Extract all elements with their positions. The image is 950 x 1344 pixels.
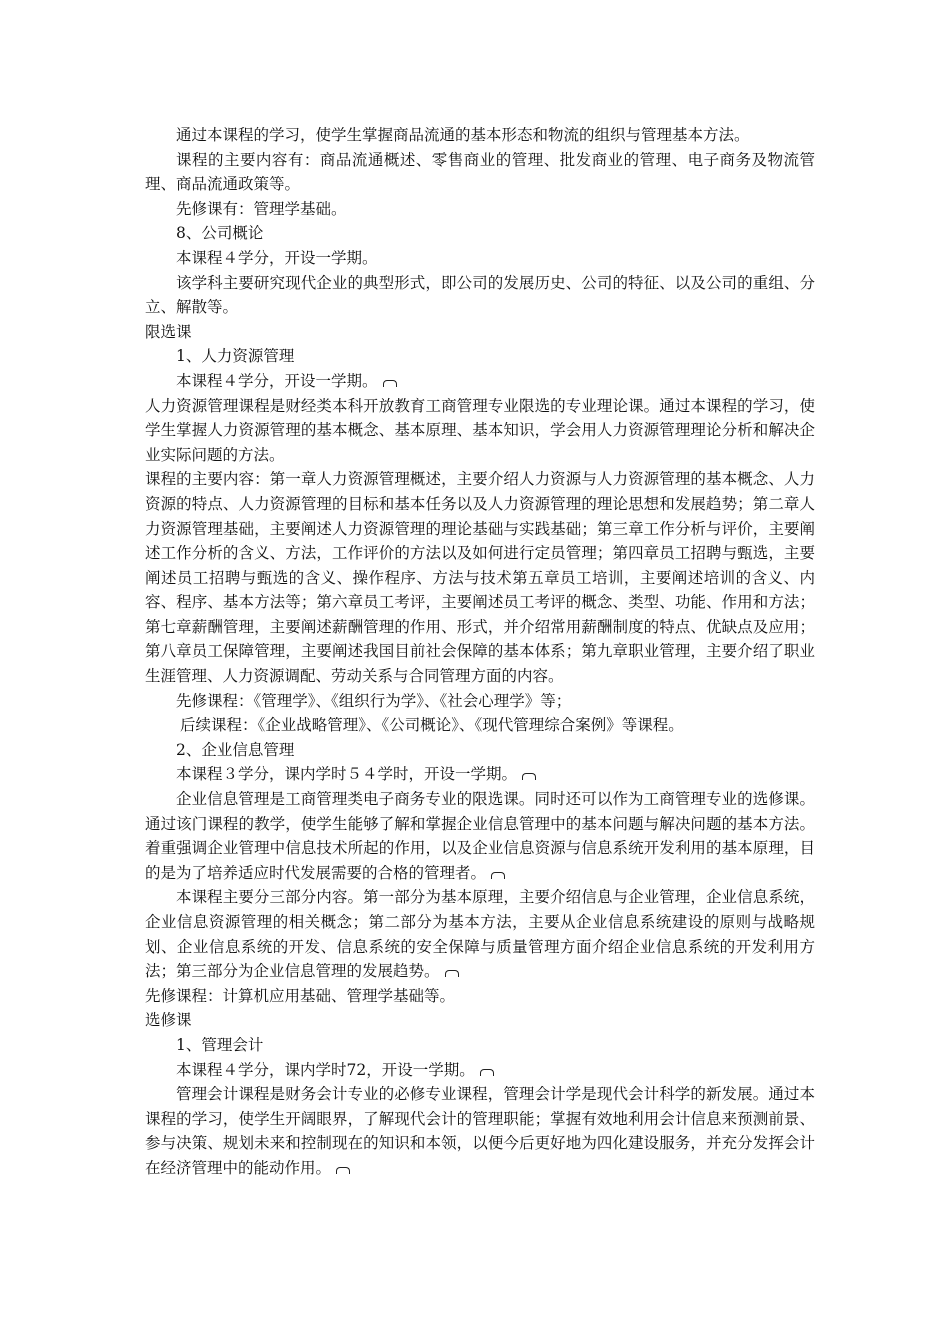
paragraph-text: 1、人力资源管理	[176, 347, 295, 366]
paragraph	[145, 197, 815, 222]
paragraph	[145, 320, 815, 345]
paragraph-text: 先修课有：管理学基础。	[176, 199, 347, 218]
paragraph	[145, 787, 815, 885]
paragraph-text: 先修课程：计算机应用基础、管理学基础等。	[145, 986, 456, 1005]
paragraph	[145, 885, 815, 983]
paragraph	[145, 984, 815, 1009]
paragraph-text: 先修课程：《管理学》、《组织行为学》、《社会心理学》等；	[176, 691, 572, 710]
paragraph-mark-icon	[336, 1167, 350, 1174]
paragraph	[145, 1082, 815, 1180]
paragraph-mark-icon	[383, 380, 397, 387]
paragraph	[145, 738, 815, 763]
paragraph	[145, 689, 815, 714]
paragraph	[145, 148, 815, 197]
paragraph	[145, 271, 815, 320]
paragraph-text: 管理会计课程是财务会计专业的必修专业课程，管理会计学是现代会计科学的新发展。通过本课程的学习，使学生开阔眼界，了解现代会计的管理职能；掌握有效地利用会计信息来预测前景、参与决策、规划未来和控制现在的知识和本领，以便今后更好地为四化建设服务，并充分发挥会计在经济管理中的能动作用。	[145, 1085, 815, 1177]
paragraph	[145, 762, 815, 787]
paragraph-text: 企业信息管理是工商管理类电子商务专业的限选课。同时还可以作为工商管理专业的选修课。通过该门课程的教学，使学生能够了解和掌握企业信息管理中的基本问题与解决问题的基本方法。着重强调企业管理中信息技术所起的作用，以及企业信息资源与信息系统开发利用的基本原理，目的是为了培养适应时代发展需要的合格的管理者。	[145, 790, 815, 882]
paragraph-text: 后续课程：《企业战略管理》、《公司概论》、《现代管理综合案例》等课程。	[180, 716, 684, 735]
paragraph	[145, 1008, 815, 1033]
paragraph-text: 人力资源管理课程是财经类本科开放教育工商管理专业限选的专业理论课。通过本课程的学习，使学生掌握人力资源管理的基本概念、基本原理、基本知识，学会用人力资源管理理论分析和解决企业实际问题的方法。	[145, 396, 815, 464]
paragraph-text: 本课程主要分三部分内容。第一部分为基本原理，主要介绍信息与企业管理，企业信息系统，企业信息资源管理的相关概念；第二部分为基本方法，主要从企业信息系统建设的原则与战略规划、企业信息系统的开发、信息系统的安全保障与质量管理方面介绍企业信息系统的开发利用方法；第三部分为企业信息管理的发展趋势。	[145, 888, 815, 981]
paragraph-text: 限选课	[145, 322, 192, 341]
paragraph-text: 本课程４学分，课内学时72，开设一学期。	[176, 1060, 475, 1079]
paragraph-mark-icon	[445, 970, 459, 977]
paragraph	[145, 123, 815, 148]
paragraph	[145, 713, 815, 738]
paragraph-mark-icon	[522, 773, 536, 780]
paragraph	[145, 394, 815, 468]
paragraph-mark-icon	[491, 872, 505, 879]
paragraph-mark-icon	[480, 1069, 494, 1076]
paragraph	[145, 369, 815, 394]
paragraph-text: 课程的主要内容：第一章人力资源管理概述，主要介绍人力资源与人力资源管理的基本概念、人力资源的特点、人力资源管理的目标和基本任务以及人力资源管理的理论思想和发展趋势；第二章人力资源管理基础，主要阐述人力资源管理的理论基础与实践基础；第三章工作分析与评价，主要阐述工作分析的含义、方法，工作评价的方法以及如何进行定员管理；第四章员工招聘与甄选，主要阐述员工招聘与甄选的含义、操作程序、方法与技术第五章员工培训，主要阐述培训的含义、内容、程序、基本方法等；第六章员工考评，主要阐述员工考评的概念、类型、功能、作用和方法；第七章薪酬管理，主要阐述薪酬管理的作用、形式，并介绍常用薪酬制度的特点、优缺点及应用；第八章员工保障管理，主要阐述我国目前社会保障的基本体系；第九章职业管理，主要介绍了职业生涯管理、人力资源调配、劳动关系与合同管理方面的内容。	[145, 470, 815, 686]
paragraph	[145, 344, 815, 369]
paragraph	[145, 221, 815, 246]
paragraph-text: 本课程３学分，课内学时５４学时，开设一学期。	[176, 765, 518, 784]
paragraph-text: 2、企业信息管理	[176, 740, 295, 759]
paragraph	[145, 1033, 815, 1058]
paragraph	[145, 246, 815, 271]
document-body	[145, 123, 815, 1181]
paragraph	[145, 1058, 815, 1083]
paragraph-text: 选修课	[145, 1011, 192, 1030]
paragraph-text: 课程的主要内容有：商品流通概述、零售商业的管理、批发商业的管理、电子商务及物流管理、商品流通政策等。	[145, 150, 815, 194]
paragraph	[145, 467, 815, 688]
paragraph-text: 8、公司概论	[176, 224, 264, 243]
paragraph-text: 该学科主要研究现代企业的典型形式，即公司的发展历史、公司的特征、以及公司的重组、分立、解散等。	[145, 273, 815, 317]
paragraph-text: 通过本课程的学习，使学生掌握商品流通的基本形态和物流的组织与管理基本方法。	[176, 126, 750, 144]
paragraph-text: 1、管理会计	[176, 1035, 264, 1054]
paragraph-text: 本课程４学分，开设一学期。	[176, 248, 378, 267]
paragraph-text: 本课程４学分，开设一学期。	[176, 371, 378, 390]
